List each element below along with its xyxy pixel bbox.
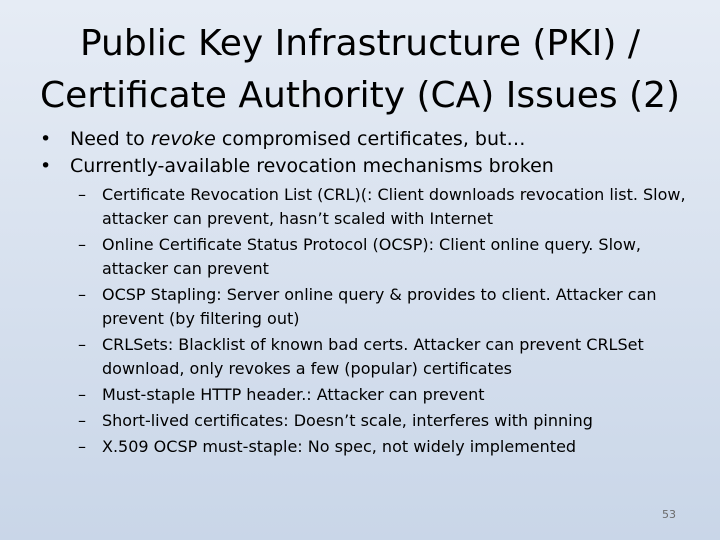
sub-bullet-text: Online Certificate Status Protocol (OCSP): Client online query. Slow, attacker can prevent — [102, 235, 641, 278]
bullet-item — [30, 126, 690, 153]
sub-bullet-text: X.509 OCSP must-staple: No spec, not widely implemented — [102, 437, 577, 456]
sub-bullet-item — [30, 233, 690, 281]
sub-bullet-marker: – — [78, 185, 86, 204]
page-number: 53 — [662, 508, 676, 521]
emphasis-revoke: revoke — [150, 128, 216, 150]
sub-bullet-text: Certificate Revocation List (CRL)(: Client downloads revocation list. Slow, attacker can prevent, hasn’t scaled with Internet — [102, 185, 686, 228]
slide-title — [20, 18, 700, 122]
sub-bullet-marker: – — [78, 235, 86, 254]
bullet-text: Need to revoke compromised certificates, but… — [70, 128, 526, 150]
sub-bullet-item — [30, 283, 690, 331]
sub-bullet-marker: – — [78, 385, 86, 404]
sub-bullet-item — [30, 435, 690, 459]
sub-bullet-marker: – — [78, 437, 86, 456]
bullet-text: Currently-available revocation mechanisms broken — [70, 155, 554, 177]
sub-bullet-marker: – — [78, 411, 86, 430]
title-line-1: Public Key Infrastructure (PKI) / — [79, 23, 641, 64]
sub-bullet-item — [30, 409, 690, 433]
sub-bullet-list — [30, 183, 690, 459]
sub-bullet-text: Must-staple HTTP header.: Attacker can prevent — [102, 385, 485, 404]
sub-bullet-text: Short-lived certificates: Doesn’t scale, interferes with pinning — [102, 411, 593, 430]
title-line-2: Certificate Authority (CA) Issues (2) — [39, 75, 681, 116]
sub-bullet-item — [30, 333, 690, 381]
sub-bullet-text: OCSP Stapling: Server online query & provides to client. Attacker can prevent (by filtering out) — [102, 285, 657, 328]
bullet-marker: • — [40, 155, 52, 177]
bullet-item — [30, 153, 690, 180]
sub-bullet-item — [30, 383, 690, 407]
sub-bullet-marker: – — [78, 285, 86, 304]
slide-body — [30, 126, 690, 461]
sub-bullet-marker: – — [78, 335, 86, 354]
sub-bullet-text: CRLSets: Blacklist of known bad certs. Attacker can prevent CRLSet download, only revokes a few (popular) certificates — [102, 335, 644, 378]
sub-bullet-item — [30, 183, 690, 231]
bullet-marker: • — [40, 128, 52, 150]
